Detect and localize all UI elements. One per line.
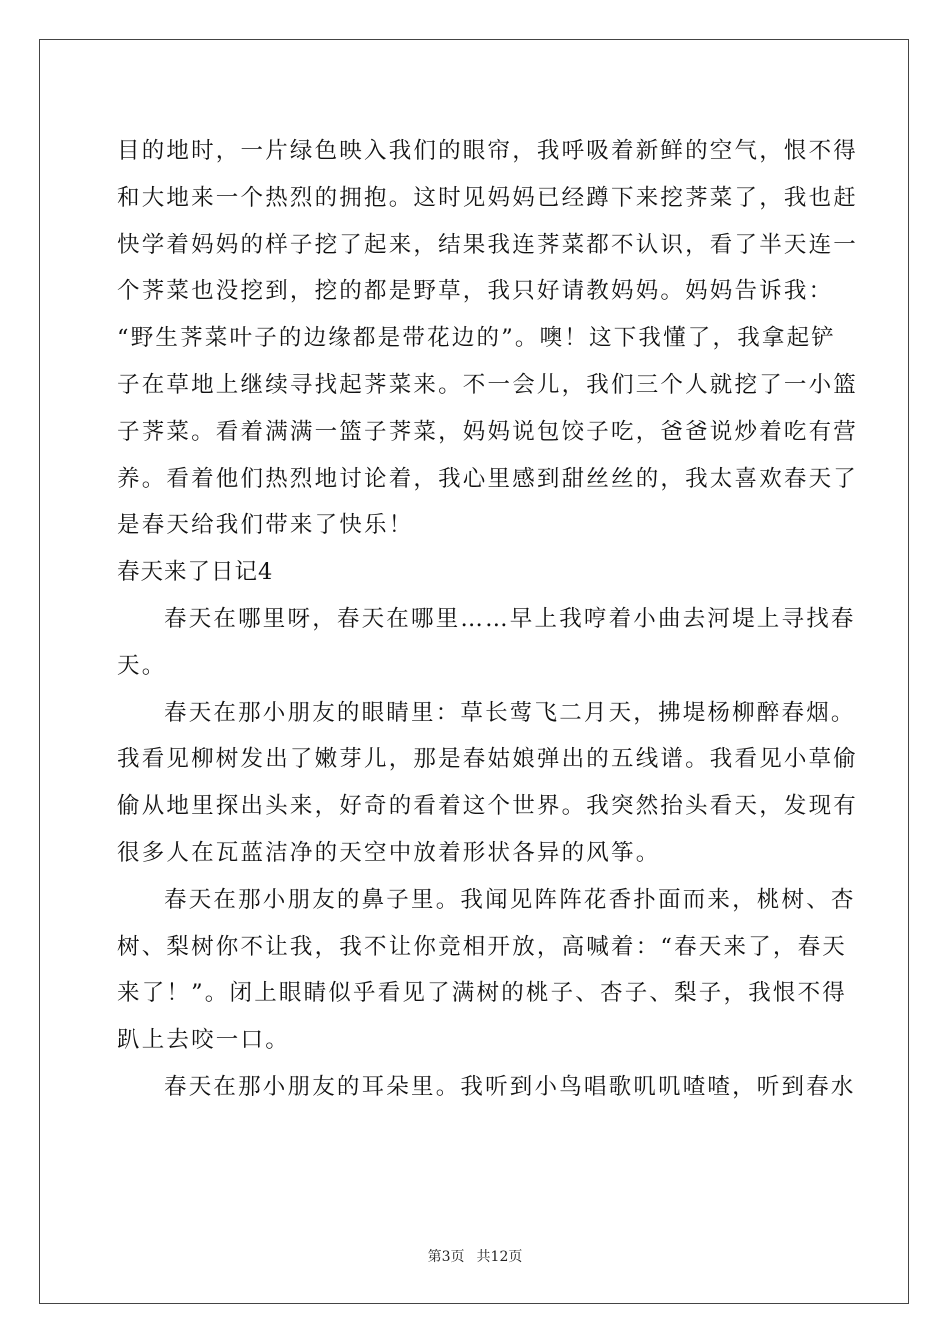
text-line: 子荠菜。看着满满一篮子荠菜，妈妈说包饺子吃，爸爸说炒着吃有营 [117,418,859,445]
text-line: 来了！”。闭上眼睛似乎看见了满树的桃子、杏子、梨子，我恨不得 [117,980,848,1007]
text-line: 趴上去咬一口。 [117,1027,290,1054]
page-total: 共12页 [476,1249,523,1265]
text-line: 天。 [117,652,167,679]
page-footer [0,1246,950,1266]
text-line: 子在草地上继续寻找起荠菜来。不一会儿，我们三个人就挖了一小篮 [117,371,859,398]
text-line: 春天在那小朋友的鼻子里。我闻见阵阵花香扑面而来，桃树、杏 [164,886,856,913]
text-line: 是春天给我们带来了快乐！ [117,512,414,539]
text-line: 我看见柳树发出了嫩芽儿，那是春姑娘弹出的五线谱。我看见小草偷 [117,746,859,773]
text-line: 偷从地里探出头来，好奇的看着这个世界。我突然抬头看天，发现有 [117,793,859,820]
text-line: “野生荠菜叶子的边缘都是带花边的”。噢！这下我懂了，我拿起铲 [117,325,837,352]
text-line: 和大地来一个热烈的拥抱。这时见妈妈已经蹲下来挖荠菜了，我也赶 [117,184,859,211]
document-body [117,128,859,1111]
text-line: 个荠菜也没挖到，挖的都是野草，我只好请教妈妈。妈妈告诉我： [117,278,834,305]
text-line: 目的地时，一片绿色映入我们的眼帘，我呼吸着新鲜的空气，恨不得 [117,138,859,164]
text-line: 春天在那小朋友的耳朵里。我听到小鸟唱歌叽叽喳喳，听到春水 [164,1073,856,1100]
text-line: 养。看着他们热烈地讨论着，我心里感到甜丝丝的，我太喜欢春天了 [117,465,859,492]
page-number: 第3页 [427,1249,465,1265]
text-line: 树、梨树你不让我，我不让你竞相开放，高喊着：“春天来了，春天 [117,933,848,960]
text-line: 春天在哪里呀，春天在哪里……早上我哼着小曲去河堤上寻找春 [164,605,856,632]
text-line: 春天在那小朋友的眼睛里：草长莺飞二月天，拂堤杨柳醉春烟。 [164,699,856,726]
text-line: 快学着妈妈的样子挖了起来，结果我连荠菜都不认识，看了半天连一 [117,231,859,258]
section-heading: 春天来了日记4 [117,559,274,586]
text-line: 很多人在瓦蓝洁净的天空中放着形状各异的风筝。 [117,839,661,866]
